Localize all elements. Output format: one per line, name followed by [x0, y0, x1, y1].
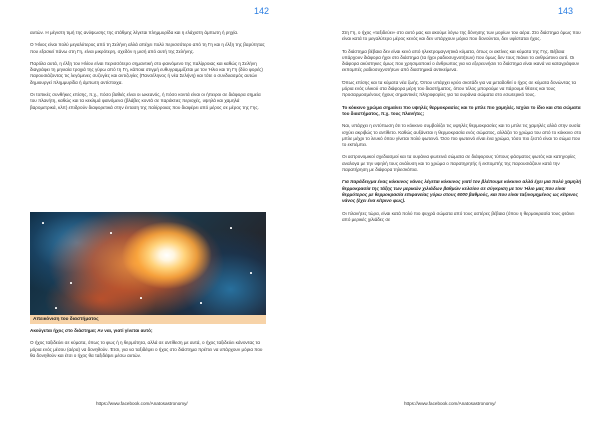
- paragraph: Οι αστρονομικοί σχεδιασμοί και τα ουράνια φωτεινά σώματα σε διάφορους τύπους φάσματος φωτός και κατηγορίες αναλογα με την υψηλή τους ανάλυση και το χρώμα ο παρατηρητής ή εκπομπής της παρουσιάζουν κατά την παρατήρηση με διάφορα τηλεσκόπια.: [342, 154, 576, 173]
- space-nebula-image: [30, 212, 266, 315]
- paragraph: Ο Ήλιος είναι πολύ μεγαλύτερος από τη Σελήνη αλλά απέχει πολύ περισσότερο από τη Γη και η έλξη της βαρύτητας που εξασκεί πάνω στη Γη, είναι μικρότερη, σχεδόν η μισή από αυτή της Σελήνης.: [30, 42, 265, 54]
- paragraph: Το διάστημα βέβαια δεν είναι κενό από ηλεκτρομαγνητικά κύματα, όπως οι ακτίνες και κύματα της Γης. Βέβαια υπάρχουν διάφορα ήχοι στο διάστημα (τα ήχοι ραδιοσυχνοτήτων) που όμως δεν τους πιάνει το ανθρώπινο αυτί. Οι διάφορα ακύστηκες όμως που χρησιμοποιεί ο άνθρωπος για να εξερευνήσει το διάστημα είναι ικανά να καταγράφουν εκπομπές ραδιοσυχνοτήτων από διαστημικά αντικείμενα.: [342, 48, 580, 73]
- footer-link-right[interactable]: https://www.facebook.com/Anatosastronomy/: [404, 401, 496, 406]
- section-heading: Ακούγεται ήχος στο διάστημα; Αν ναι, γιατί γίνεται αυτό;: [30, 328, 153, 333]
- footer-link-left[interactable]: https://www.facebook.com/Anatosastronomy/: [96, 401, 188, 406]
- paragraph: Όπως επίσης και τα κύματα νέα ζωής. Όπου υπάρχει κρύο σκοτάδι για να μεταδοθεί ο ήχος σε κύματα δονώντας τα μόρια ενός υλικού στα διάφορα μέρη του διαστήματος, όπου τέλος μπορούμε να πάρουμε θέσεις και τους προσαρμοσμένους ήχους σημαντικές πληροφορίες για τα ουράνια σώματα στο εσωτερικό τους.: [342, 79, 577, 98]
- section-heading: Το κόκκινο χρώμα σημαίνει πιο υψηλές θερμοκρασίες και το μπλε πιο χαμηλές. Ισχύει το ίδιο και στα σώματα του διαστήματος, π.χ. τους πλανήτες;: [342, 104, 581, 116]
- page-number-right: 143: [558, 6, 574, 16]
- left-after-image: [30, 328, 266, 365]
- paragraph: αυτών. Η μέγιστη τιμή της ανύψωσης της στάθμης λέγεται πλημμυρίδα και η ελάχιστη άμπωτη ή ρηχία.: [30, 30, 239, 35]
- paragraph: Οι πλανήτες τώρα, είναι κατά πολύ πιο ψυχρά σώματα από τους αστέρες βέβαια (όπου η θερμοκρασία τους φτάνει από μερικές χιλιάδες σε: [342, 210, 575, 222]
- left-text-column: [30, 30, 266, 117]
- left-page: [0, 0, 288, 424]
- paragraph: Οι τοπικές συνθήκες επίσης, π.χ., πόσο βαθιές είναι οι ωκεανός, ή πόσο κοντά είναι οι ήπειροι σε διάφορα σημεία του πλανήτη, καθώς και τα κεκλιμά φαινόμενα (βλάβες κοντά σε παράκτιες περιοχές, υψηλά και χαμηλά βαρομετρικά, κλπ) επιδρούν διαφορετικά στην ένταση της παλίρροιας που διαφέρει από μέρος σε μέρος της Γης.: [30, 92, 261, 110]
- image-caption: Απεικόνιση του διαστήματος: [30, 315, 266, 324]
- page-number-left: 142: [254, 6, 270, 16]
- italic-example: Για παράδειγμα ένας κόκκινος νάνος λέγεται κόκκινος γιατί τον βλέπουμε κόκκινο αλλά έχει μια πολύ χαμηλή θερμοκρασία της τάξης των μερικών χιλιάδων βαθμών κελσίου σε σύγκριση με τον Ήλιο μας που είναι θερμότερος με θερμοκρασία επιφανείας γύρω στους 6000 βαθμούς, και που είναι ταξινομημένος ως κίτρινος νάνος (έχει ένα κίτρινο φως).: [342, 179, 582, 204]
- paragraph: Παρόλα αυτά, η έλξη του Ηλίου είναι περισσότερο σημαντική στο φαινόμενο της παλίρροιας και καθώς η Σελήνη διαγράφει τη μηνιαία τροχιά της γύρω από τη Γη, κάποια στιγμή ευθυγραμμίζεται με τον Ήλιο και τη Γη (δύο φορές) παρουσιάζοντας τις λεγόμενες συζυγίες και αντιζυγίες (Πανσέληνος ή νέα Σελήνη) και τότε ο συνδυασμός αυτών δημιουργεί πλημμυρίδα ή άμπωτη αντίστοιχα.: [30, 60, 263, 85]
- right-text-column: [342, 30, 584, 229]
- right-page: [306, 0, 594, 424]
- paragraph: Ναι, υπάρχει η εντύπωση ότι το κόκκινο συμβολίζει τις υψηλές θερμοκρασίες και το μπλε τις χαμηλές αλλά στην ουσία ισχύει ακριβώς το αντίθετο. Καθώς αυξάνεται η θερμοκρασία ενός σώματος, αλλάζει το χρώμα του από το κόκκινο στο μπλε μέχρι το λευκό όπου γίνεται πολύ φωτεινό. Όσο πιο φωτεινό είναι ένα χρώμα, τόσο πιο ζεστό είναι το σώμα που το εκπέμπει.: [342, 123, 582, 148]
- paragraph: Ο ήχος ταξιδεύει σε κύματα, όπως το φως ή η θερμότητα, αλλά σε αντίθεση με αυτά, ο ήχος ταξιδεύει κάνοντας τα μόρια ενός μέσου (αέρα) να δονηθούν. Έτσι, για να ταξιδέψει ο ήχος στο διάστημα πρέπει να υπάρχουν μόρια που θα δονηθούν και έτσι ο ήχος θα ταξιδέψει μέσω αυτών.: [30, 340, 263, 358]
- paragraph: Στη Γη, ο ήχος «ταξιδεύει» στο αυτό μας και ακούμε λόγω της δόνησης των μορίων του αέρα. Στο διάστημα όμως που είναι κατά το μεγαλύτερο μέρος κενός και δεν υπάρχουν μόρια που δονούνται, δεν υφίσταται ήχος.: [342, 30, 581, 42]
